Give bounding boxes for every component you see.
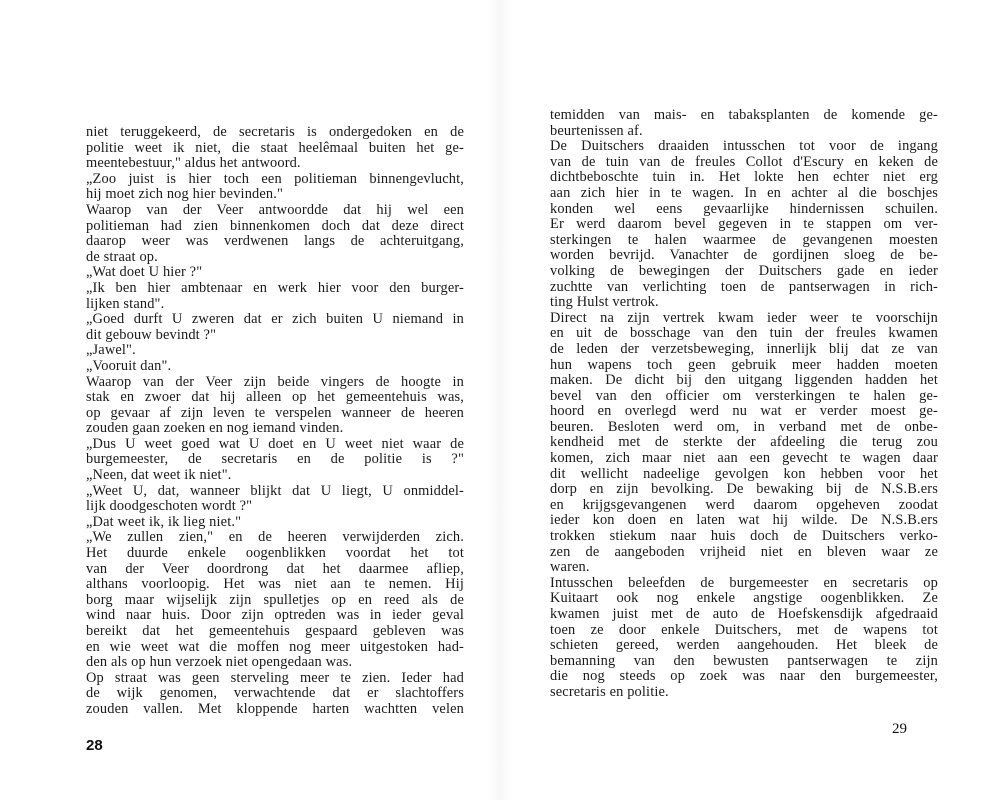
right-page-number: 29 xyxy=(892,721,907,737)
text-line: beuren. Besloten werd om, in verband met de onbe- xyxy=(550,418,938,435)
text-line: toen ze door enkele Duitschers, met de wapens tot xyxy=(550,621,938,638)
text-line: burgemeester, de secretaris en de politie is ?" xyxy=(86,451,464,468)
text-line: „Dat weet ik, ik lieg niet." xyxy=(86,513,242,530)
text-line: althans voorloopig. Het was niet aan te nemen. Hij xyxy=(86,576,464,593)
text-line: beurtenissen af. xyxy=(550,122,643,139)
text-line: „Jawel". xyxy=(86,342,136,359)
text-line: bemanning van den bewusten pantserwagen te zijn xyxy=(550,652,938,669)
text-line: Direct na zijn vertrek kwam ieder weer te voorschijn xyxy=(550,309,938,326)
text-line: „Neen, dat weet ik niet". xyxy=(86,467,232,484)
text-line: borg maar wijselijk zijn spulletjes op en reed als de xyxy=(86,591,464,608)
text-line: die nog steeds op zoek was naar den burgemeester, xyxy=(550,668,938,685)
text-line: Kuitaart ook nog enkele angstige oogenblikken. Ze xyxy=(550,590,938,607)
text-line: „Weet U, dat, wanneer blijkt dat U liegt, U onmiddel- xyxy=(86,482,464,499)
right-page-text xyxy=(550,108,938,701)
text-line: ieder kon doen en laten wat hij wilde. De N.S.B.ers xyxy=(550,512,938,529)
text-line: „Wat doet U hier ?" xyxy=(86,264,203,281)
text-line: „Vooruit dan". xyxy=(86,357,172,374)
text-line: De Duitschers draaiden intusschen tot voor de ingang xyxy=(550,138,938,155)
left-page-number: 28 xyxy=(86,737,103,754)
left-page-text xyxy=(86,125,464,718)
text-line: daarop weer was verdwenen langs de achteruitgang, xyxy=(86,233,464,250)
text-line: „Dus U weet goed wat U doet en U weet niet waar de xyxy=(86,435,464,452)
text-line: sterkingen te halen waarmee de gevangenen moesten xyxy=(550,231,938,248)
text-line: stak en zwoer dat hij alleen op het gemeentehuis was, xyxy=(86,389,464,406)
text-line: worden bevrijd. Vanachter de gordijnen sloeg de be- xyxy=(550,247,938,264)
text-line: de straat op. xyxy=(86,248,158,265)
text-line: de wijk genomen, verwachtende dat er slachtoffers xyxy=(86,685,464,702)
text-line: temidden van mais- en tabaksplanten de komende ge- xyxy=(550,107,938,123)
text-line: wind naar huis. Door zijn optreden was in ieder geval xyxy=(86,607,464,624)
text-line: ting Hulst vertrok. xyxy=(550,294,659,311)
text-line: van der Veer doordrong dat het daarmee afliep, xyxy=(86,560,464,577)
text-line: bevel van den officier om versterkingen te halen ge- xyxy=(550,387,938,404)
text-line: Op straat was geen sterveling meer te zien. Ieder had xyxy=(86,669,464,686)
text-line: schieten gereed, werden aangehouden. Het bleek de xyxy=(550,637,938,654)
text-line: en krijgsgevangenen werd daarom opgeheven zoodat xyxy=(550,496,938,513)
text-line: op gevaar af zijn leven te verspelen wanneer de heeren xyxy=(86,404,464,421)
text-line: trokken stiekum naar huis doch de Duitschers verko- xyxy=(550,528,938,545)
text-line: secretaris en politie. xyxy=(550,683,669,700)
text-line: politieman had zien binnenkomen doch dat deze direct xyxy=(86,217,464,234)
text-line: dorp en zijn bevolking. De bewaking bij de N.S.B.ers xyxy=(550,481,938,498)
right-page xyxy=(500,0,1000,800)
text-line: Intusschen beleefden de burgemeester en secretaris op xyxy=(550,574,938,591)
text-line: lijken stand". xyxy=(86,295,165,312)
text-line: zouden vallen. Met kloppende harten wachtten velen xyxy=(86,700,464,717)
text-line: „Ik ben hier ambtenaar en werk hier voor den burger- xyxy=(86,279,464,296)
text-line: Waarop van der Veer antwoordde dat hij wel een xyxy=(86,201,464,218)
text-line: zen de aangeboden vrijheid niet en bleven waar ze xyxy=(550,543,938,560)
text-line: volking de bewegingen der Duitschers gade en ieder xyxy=(550,262,938,279)
text-line: van de tuin van de freules Collot d'Escury en keken de xyxy=(550,153,938,170)
text-line: hoord en overlegd werd nu wat er verder moest ge- xyxy=(550,403,938,420)
text-line: dit gebouw bevindt ?" xyxy=(86,326,217,343)
text-line: en uit de bosschage van den tuin der freules kwamen xyxy=(550,325,938,342)
text-line: lijk doodgeschoten wordt ?" xyxy=(86,498,253,515)
text-line: en wie weet wat die moffen nog meer uitgestoken had- xyxy=(86,638,464,655)
text-line: Het duurde enkele oogenblikken voordat het tot xyxy=(86,545,464,562)
text-line: Er werd daarom bevel gegeven in te stappen om ver- xyxy=(550,216,938,233)
text-line: konden wel eens gevaarlijke hindernissen schuilen. xyxy=(550,200,938,217)
text-line: „Zoo juist is hier toch een politieman binnengevlucht, xyxy=(86,170,464,187)
text-line: hij moet zich nog hier bevinden." xyxy=(86,186,284,203)
text-line: „We zullen zien," en de heeren verwijderden zich. xyxy=(86,529,464,546)
text-line: dit wellicht nadeelige gevolgen kon hebben voor het xyxy=(550,465,938,482)
text-line: waren. xyxy=(550,559,590,576)
text-line: kwamen juist met de auto de Hoefskensdijk afgedraaid xyxy=(550,606,938,622)
text-line: politie weet ik niet, die staat heelêmaal buiten het ge- xyxy=(86,139,464,156)
text-line: kendheid met de sterkte der afdeeling die terug zou xyxy=(550,434,938,451)
text-line: zuchtte van verlichting toen de pantserwagen in rich- xyxy=(550,278,938,295)
text-line: niet teruggekeerd, de secretaris is ondergedoken en de xyxy=(86,124,464,140)
text-line: dichtbeboschte tuin in. Het lokte hen echter niet erg xyxy=(550,169,938,186)
text-line: Waarop van der Veer zijn beide vingers de hoogte in xyxy=(86,373,464,390)
text-line: meentebestuur," aldus het antwoord. xyxy=(86,155,301,172)
text-line: hun wapens toch geen gebruik meer hadden moeten xyxy=(550,356,938,373)
text-line: zouden gaan zoeken en nog iemand vinden. xyxy=(86,420,344,437)
text-line: komen, zich maar niet aan een gevecht te wagen daar xyxy=(550,450,938,467)
text-line: aan zich hier in te wagen. In en achter al die boschjes xyxy=(550,184,938,201)
text-line: „Goed durft U zweren dat er zich buiten U niemand in xyxy=(86,311,464,328)
text-line: de leden der verzetsbeweging, innerlijk blij dat ze van xyxy=(550,340,938,357)
text-line: maken. De dicht bij den uitgang liggenden hadden het xyxy=(550,372,938,389)
text-line: bereikt dat het gemeentehuis gespaard gebleven was xyxy=(86,623,464,639)
text-line: den als op hun verzoek niet opengedaan was. xyxy=(86,654,353,671)
